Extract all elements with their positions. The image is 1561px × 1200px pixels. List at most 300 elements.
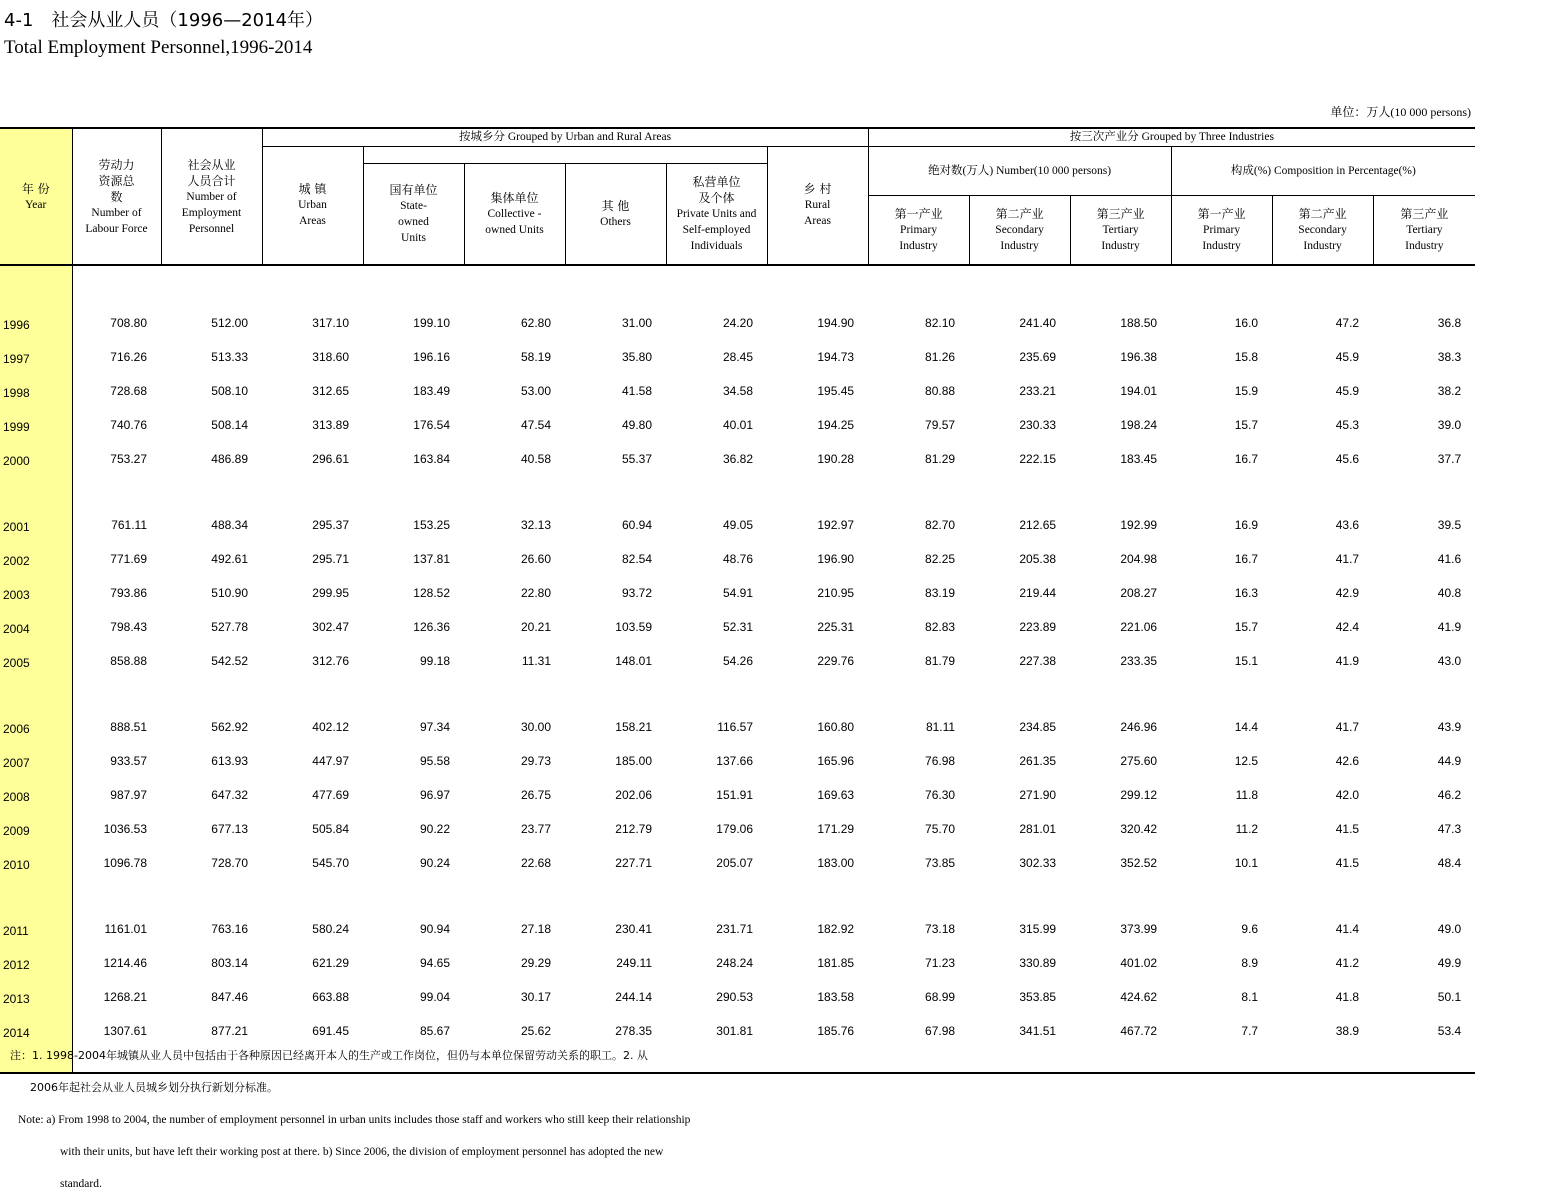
value-cell: 235.69 — [1019, 350, 1057, 364]
value-cell: 295.71 — [312, 552, 349, 566]
value-cell: 16.7 — [1234, 552, 1259, 566]
value-cell: 16.9 — [1234, 518, 1259, 532]
page-title-cn: 4-1 社会从业人员（1996—2014年） — [4, 10, 324, 31]
value-cell: 55.37 — [621, 452, 652, 466]
value-cell: 73.85 — [925, 856, 956, 870]
value-cell: 45.9 — [1335, 384, 1360, 398]
value-cell: 81.11 — [925, 720, 956, 734]
header-labour-force: 劳动力资源总数 Number of Labour Force — [72, 128, 161, 265]
value-cell: 16.0 — [1234, 316, 1259, 330]
value-cell: 58.19 — [520, 350, 551, 364]
header-group-urban-rural: 按城乡分 Grouped by Urban and Rural Areas — [262, 128, 868, 146]
value-cell: 181.85 — [817, 956, 855, 970]
year-cell: 1996 — [0, 298, 72, 332]
header-private: 私营单位及个体 Private Units and Self-employed Individuals — [666, 163, 767, 265]
value-cell: 227.71 — [615, 856, 652, 870]
value-cell: 183.49 — [413, 384, 450, 398]
table-row — [0, 568, 1475, 602]
header-abs-tertiary: 第三产业 Tertiary Industry — [1070, 195, 1171, 265]
value-cell: 81.29 — [925, 452, 956, 466]
value-cell: 36.8 — [1437, 316, 1462, 330]
value-cell: 90.22 — [419, 822, 450, 836]
value-cell: 877.21 — [211, 1024, 248, 1038]
value-cell: 52.31 — [722, 620, 753, 634]
value-cell: 126.36 — [413, 620, 450, 634]
value-cell: 42.9 — [1335, 586, 1360, 600]
value-cell: 204.98 — [1120, 552, 1158, 566]
value-cell: 171.29 — [817, 822, 855, 836]
value-cell: 79.57 — [925, 418, 956, 432]
value-cell: 1307.61 — [103, 1024, 147, 1038]
value-cell: 248.24 — [716, 956, 753, 970]
value-cell: 35.80 — [621, 350, 652, 364]
value-cell: 83.19 — [925, 586, 956, 600]
value-cell: 312.65 — [312, 384, 349, 398]
value-cell: 302.47 — [312, 620, 349, 634]
value-cell: 312.76 — [312, 654, 349, 668]
value-cell: 12.5 — [1234, 754, 1259, 768]
value-cell: 82.70 — [925, 518, 956, 532]
value-cell: 196.16 — [413, 350, 450, 364]
value-cell: 38.2 — [1437, 384, 1462, 398]
header-pct-tertiary: 第三产业 Tertiary Industry — [1373, 195, 1475, 265]
value-cell: 562.92 — [211, 720, 248, 734]
value-cell: 233.21 — [1019, 384, 1057, 398]
table-row — [0, 298, 1475, 332]
value-cell: 38.3 — [1437, 350, 1462, 364]
value-cell: 39.0 — [1437, 418, 1462, 432]
value-cell: 373.99 — [1120, 922, 1158, 936]
value-cell: 47.3 — [1437, 822, 1462, 836]
value-cell: 301.81 — [716, 1024, 753, 1038]
value-cell: 233.35 — [1120, 654, 1158, 668]
unit-label: 单位：万人(10 000 persons) — [1330, 105, 1471, 119]
value-cell: 512.00 — [211, 316, 248, 330]
value-cell: 27.18 — [520, 922, 551, 936]
value-cell: 8.9 — [1241, 956, 1259, 970]
value-cell: 137.81 — [413, 552, 450, 566]
table-row — [0, 1006, 1475, 1040]
value-cell: 185.00 — [615, 754, 652, 768]
value-cell: 194.90 — [817, 316, 855, 330]
table-row — [0, 938, 1475, 972]
value-cell: 621.29 — [312, 956, 349, 970]
value-cell: 9.6 — [1241, 922, 1259, 936]
year-cell: 2014 — [0, 1006, 72, 1040]
year-cell: 1998 — [0, 366, 72, 400]
value-cell: 22.68 — [520, 856, 551, 870]
value-cell: 244.14 — [615, 990, 652, 1004]
value-cell: 771.69 — [110, 552, 147, 566]
value-cell: 192.97 — [817, 518, 855, 532]
year-cell: 2003 — [0, 568, 72, 602]
value-cell: 45.9 — [1335, 350, 1360, 364]
table-row — [0, 366, 1475, 400]
value-cell: 176.54 — [413, 418, 450, 432]
value-cell: 281.01 — [1019, 822, 1057, 836]
value-cell: 202.06 — [615, 788, 652, 802]
table-row — [0, 636, 1475, 670]
value-cell: 402.12 — [312, 720, 349, 734]
value-cell: 205.38 — [1019, 552, 1057, 566]
value-cell: 30.17 — [520, 990, 551, 1004]
table-row — [0, 770, 1475, 804]
value-cell: 8.1 — [1241, 990, 1259, 1004]
value-cell: 47.54 — [520, 418, 551, 432]
value-cell: 249.11 — [616, 956, 652, 970]
table-row — [0, 534, 1475, 568]
value-cell: 505.84 — [312, 822, 349, 836]
value-cell: 49.9 — [1437, 956, 1462, 970]
value-cell: 49.80 — [621, 418, 652, 432]
value-cell: 36.82 — [722, 452, 753, 466]
value-cell: 15.7 — [1234, 418, 1259, 432]
note-line: standard. — [60, 1178, 102, 1190]
header-pct-secondary: 第二产业 Secondary Industry — [1272, 195, 1373, 265]
value-cell: 11.31 — [521, 654, 551, 668]
table-row — [0, 804, 1475, 838]
value-cell: 48.4 — [1437, 856, 1462, 870]
value-cell: 194.01 — [1120, 384, 1158, 398]
value-cell: 198.24 — [1120, 418, 1158, 432]
value-cell: 41.58 — [621, 384, 652, 398]
value-cell: 488.34 — [211, 518, 248, 532]
value-cell: 740.76 — [110, 418, 147, 432]
value-cell: 196.90 — [817, 552, 855, 566]
value-cell: 20.21 — [520, 620, 551, 634]
value-cell: 40.01 — [722, 418, 753, 432]
note-line: 2006年起社会从业人员城乡划分执行新划分标准。 — [30, 1081, 278, 1094]
value-cell: 53.00 — [520, 384, 551, 398]
value-cell: 76.98 — [925, 754, 956, 768]
value-cell: 195.45 — [817, 384, 855, 398]
year-cell: 2004 — [0, 602, 72, 636]
value-cell: 41.5 — [1335, 856, 1360, 870]
value-cell: 15.9 — [1234, 384, 1259, 398]
value-cell: 44.9 — [1437, 754, 1462, 768]
value-cell: 508.14 — [211, 418, 248, 432]
year-cell: 2012 — [0, 938, 72, 972]
value-cell: 15.7 — [1234, 620, 1259, 634]
value-cell: 68.99 — [925, 990, 956, 1004]
value-cell: 183.00 — [817, 856, 855, 870]
value-cell: 128.52 — [413, 586, 450, 600]
header-year: 年 份 Year — [0, 128, 72, 265]
value-cell: 7.7 — [1241, 1024, 1259, 1038]
value-cell: 81.79 — [925, 654, 956, 668]
value-cell: 580.24 — [312, 922, 349, 936]
employment-table — [0, 127, 1475, 1074]
value-cell: 210.95 — [817, 586, 855, 600]
value-cell: 39.5 — [1437, 518, 1462, 532]
value-cell: 803.14 — [211, 956, 248, 970]
value-cell: 26.60 — [520, 552, 551, 566]
year-cell: 2005 — [0, 636, 72, 670]
value-cell: 847.46 — [211, 990, 248, 1004]
value-cell: 99.04 — [419, 990, 450, 1004]
value-cell: 278.35 — [615, 1024, 652, 1038]
value-cell: 82.83 — [925, 620, 956, 634]
value-cell: 194.73 — [817, 350, 855, 364]
value-cell: 246.96 — [1120, 720, 1158, 734]
value-cell: 54.91 — [722, 586, 753, 600]
value-cell: 545.70 — [312, 856, 349, 870]
header-collective: 集体单位 Collective -owned Units — [464, 163, 565, 265]
value-cell: 229.76 — [817, 654, 855, 668]
value-cell: 313.89 — [312, 418, 349, 432]
value-cell: 261.35 — [1019, 754, 1057, 768]
table-row — [0, 500, 1475, 534]
value-cell: 16.7 — [1234, 452, 1259, 466]
value-cell: 793.86 — [110, 586, 147, 600]
value-cell: 477.69 — [312, 788, 349, 802]
table-row — [0, 702, 1475, 736]
value-cell: 241.40 — [1019, 316, 1057, 330]
value-cell: 53.4 — [1437, 1024, 1462, 1038]
header-composition: 构成(%) Composition in Percentage(%) — [1171, 146, 1475, 195]
year-cell: 2010 — [0, 838, 72, 872]
spacer-row — [0, 265, 1475, 298]
value-cell: 169.63 — [817, 788, 855, 802]
value-cell: 73.18 — [925, 922, 956, 936]
value-cell: 222.15 — [1019, 452, 1057, 466]
value-cell: 188.50 — [1120, 316, 1158, 330]
value-cell: 447.97 — [312, 754, 349, 768]
value-cell: 508.10 — [211, 384, 248, 398]
year-cell: 1997 — [0, 332, 72, 366]
value-cell: 223.89 — [1019, 620, 1057, 634]
table-row — [0, 400, 1475, 434]
value-cell: 179.06 — [716, 822, 753, 836]
value-cell: 691.45 — [312, 1024, 349, 1038]
value-cell: 41.6 — [1437, 552, 1462, 566]
value-cell: 23.77 — [520, 822, 551, 836]
value-cell: 275.60 — [1120, 754, 1158, 768]
value-cell: 542.52 — [211, 654, 248, 668]
table-body — [0, 265, 1475, 1073]
value-cell: 22.80 — [520, 586, 551, 600]
year-cell: 2002 — [0, 534, 72, 568]
value-cell: 90.94 — [419, 922, 450, 936]
value-cell: 205.07 — [716, 856, 753, 870]
value-cell: 933.57 — [110, 754, 147, 768]
value-cell: 41.9 — [1437, 620, 1462, 634]
table-row — [0, 838, 1475, 872]
value-cell: 43.9 — [1437, 720, 1462, 734]
year-cell: 2001 — [0, 500, 72, 534]
year-cell: 1999 — [0, 400, 72, 434]
table-row — [0, 602, 1475, 636]
value-cell: 25.62 — [520, 1024, 551, 1038]
value-cell: 40.58 — [520, 452, 551, 466]
value-cell: 858.88 — [110, 654, 147, 668]
value-cell: 15.8 — [1234, 350, 1259, 364]
table-row — [0, 736, 1475, 770]
value-cell: 62.80 — [520, 316, 551, 330]
value-cell: 212.65 — [1019, 518, 1057, 532]
value-cell: 318.60 — [312, 350, 349, 364]
value-cell: 95.58 — [419, 754, 450, 768]
header-state-owned: 国有单位 State-owned Units — [363, 163, 464, 265]
value-cell: 728.68 — [110, 384, 147, 398]
value-cell: 26.75 — [520, 788, 551, 802]
value-cell: 728.70 — [211, 856, 248, 870]
value-cell: 353.85 — [1019, 990, 1057, 1004]
value-cell: 231.71 — [716, 922, 753, 936]
value-cell: 613.93 — [211, 754, 248, 768]
year-cell: 2008 — [0, 770, 72, 804]
value-cell: 11.8 — [1235, 788, 1259, 802]
page-title-en: Total Employment Personnel,1996-2014 — [4, 37, 313, 58]
value-cell: 317.10 — [312, 316, 349, 330]
value-cell: 151.91 — [716, 788, 753, 802]
value-cell: 299.95 — [312, 586, 349, 600]
value-cell: 30.00 — [520, 720, 551, 734]
value-cell: 160.80 — [817, 720, 855, 734]
value-cell: 194.25 — [817, 418, 855, 432]
value-cell: 54.26 — [722, 654, 753, 668]
value-cell: 761.11 — [111, 518, 147, 532]
value-cell: 96.97 — [419, 788, 450, 802]
value-cell: 295.37 — [312, 518, 349, 532]
value-cell: 45.6 — [1335, 452, 1360, 466]
note-line: with their units, but have left their working post at there. b) Since 2006, the division of employment personnel has adopted the new — [60, 1146, 664, 1158]
value-cell: 42.4 — [1335, 620, 1360, 634]
value-cell: 190.28 — [817, 452, 855, 466]
value-cell: 315.99 — [1019, 922, 1057, 936]
value-cell: 50.1 — [1437, 990, 1462, 1004]
value-cell: 208.27 — [1120, 586, 1158, 600]
value-cell: 71.23 — [925, 956, 956, 970]
value-cell: 41.8 — [1335, 990, 1360, 1004]
value-cell: 296.61 — [312, 452, 349, 466]
value-cell: 10.1 — [1234, 856, 1259, 870]
header-abs-secondary: 第二产业 Secondary Industry — [969, 195, 1070, 265]
value-cell: 716.26 — [110, 350, 147, 364]
footnotes — [0, 1040, 690, 1200]
value-cell: 41.7 — [1335, 552, 1360, 566]
value-cell: 32.13 — [520, 518, 551, 532]
value-cell: 116.57 — [717, 720, 753, 734]
value-cell: 49.05 — [722, 518, 753, 532]
value-cell: 47.2 — [1335, 316, 1360, 330]
value-cell: 93.72 — [621, 586, 652, 600]
spacer-row — [0, 872, 1475, 904]
year-cell: 2007 — [0, 736, 72, 770]
value-cell: 81.26 — [925, 350, 956, 364]
value-cell: 41.4 — [1335, 922, 1360, 936]
value-cell: 99.18 — [419, 654, 450, 668]
value-cell: 40.8 — [1437, 586, 1462, 600]
value-cell: 987.97 — [110, 788, 147, 802]
value-cell: 49.0 — [1437, 922, 1462, 936]
table-row — [0, 332, 1475, 366]
year-cell: 2009 — [0, 804, 72, 838]
value-cell: 1096.78 — [103, 856, 147, 870]
value-cell: 320.42 — [1120, 822, 1158, 836]
value-cell: 42.0 — [1335, 788, 1360, 802]
value-cell: 492.61 — [211, 552, 248, 566]
year-cell: 2006 — [0, 702, 72, 736]
value-cell: 330.89 — [1019, 956, 1057, 970]
value-cell: 230.41 — [615, 922, 652, 936]
value-cell: 94.65 — [419, 956, 450, 970]
header-abs-primary: 第一产业 Primary Industry — [868, 195, 969, 265]
header-urban: 城 镇 Urban Areas — [262, 146, 363, 265]
value-cell: 663.88 — [312, 990, 349, 1004]
value-cell: 82.10 — [925, 316, 956, 330]
value-cell: 82.54 — [621, 552, 652, 566]
value-cell: 165.96 — [817, 754, 855, 768]
value-cell: 16.3 — [1234, 586, 1259, 600]
value-cell: 1036.53 — [103, 822, 147, 836]
value-cell: 299.12 — [1120, 788, 1158, 802]
value-cell: 103.59 — [615, 620, 652, 634]
value-cell: 183.58 — [817, 990, 855, 1004]
value-cell: 341.51 — [1019, 1024, 1057, 1038]
spacer-row — [0, 468, 1475, 500]
value-cell: 401.02 — [1120, 956, 1158, 970]
value-cell: 41.7 — [1335, 720, 1360, 734]
value-cell: 34.58 — [722, 384, 753, 398]
value-cell: 75.70 — [925, 822, 956, 836]
value-cell: 513.33 — [211, 350, 248, 364]
value-cell: 192.99 — [1120, 518, 1158, 532]
value-cell: 219.44 — [1019, 586, 1057, 600]
value-cell: 1214.46 — [103, 956, 147, 970]
value-cell: 234.85 — [1019, 720, 1057, 734]
table-row — [0, 972, 1475, 1006]
value-cell: 45.3 — [1335, 418, 1360, 432]
table-row — [0, 434, 1475, 468]
value-cell: 67.98 — [925, 1024, 956, 1038]
table-row — [0, 904, 1475, 938]
value-cell: 1161.01 — [104, 922, 147, 936]
value-cell: 185.76 — [817, 1024, 855, 1038]
value-cell: 43.6 — [1335, 518, 1360, 532]
value-cell: 527.78 — [211, 620, 248, 634]
note-line: 注：1. 1998-2004年城镇从业人员中包括由于各种原因已经离开本人的生产或工作岗位，但仍与本单位保留劳动关系的职工。2. 从 — [10, 1049, 648, 1062]
value-cell: 31.00 — [621, 316, 652, 330]
value-cell: 29.29 — [520, 956, 551, 970]
year-cell: 2013 — [0, 972, 72, 1006]
value-cell: 352.52 — [1120, 856, 1158, 870]
value-cell: 46.2 — [1437, 788, 1462, 802]
value-cell: 225.31 — [817, 620, 855, 634]
value-cell: 14.4 — [1234, 720, 1259, 734]
value-cell: 510.90 — [211, 586, 248, 600]
value-cell: 158.21 — [615, 720, 652, 734]
value-cell: 29.73 — [520, 754, 551, 768]
value-cell: 230.33 — [1019, 418, 1057, 432]
value-cell: 137.66 — [716, 754, 753, 768]
value-cell: 486.89 — [211, 452, 248, 466]
value-cell: 153.25 — [413, 518, 450, 532]
year-cell: 2011 — [0, 904, 72, 938]
value-cell: 148.01 — [615, 654, 652, 668]
value-cell: 467.72 — [1120, 1024, 1158, 1038]
value-cell: 90.24 — [419, 856, 450, 870]
value-cell: 290.53 — [716, 990, 753, 1004]
header-employment-personnel: 社会从业人员合计 Number of Employment Personnel — [161, 128, 262, 265]
value-cell: 48.76 — [722, 552, 753, 566]
value-cell: 221.06 — [1120, 620, 1158, 634]
value-cell: 753.27 — [110, 452, 147, 466]
value-cell: 212.79 — [615, 822, 652, 836]
value-cell: 38.9 — [1335, 1024, 1360, 1038]
spacer-row — [0, 670, 1475, 702]
value-cell: 888.51 — [110, 720, 147, 734]
